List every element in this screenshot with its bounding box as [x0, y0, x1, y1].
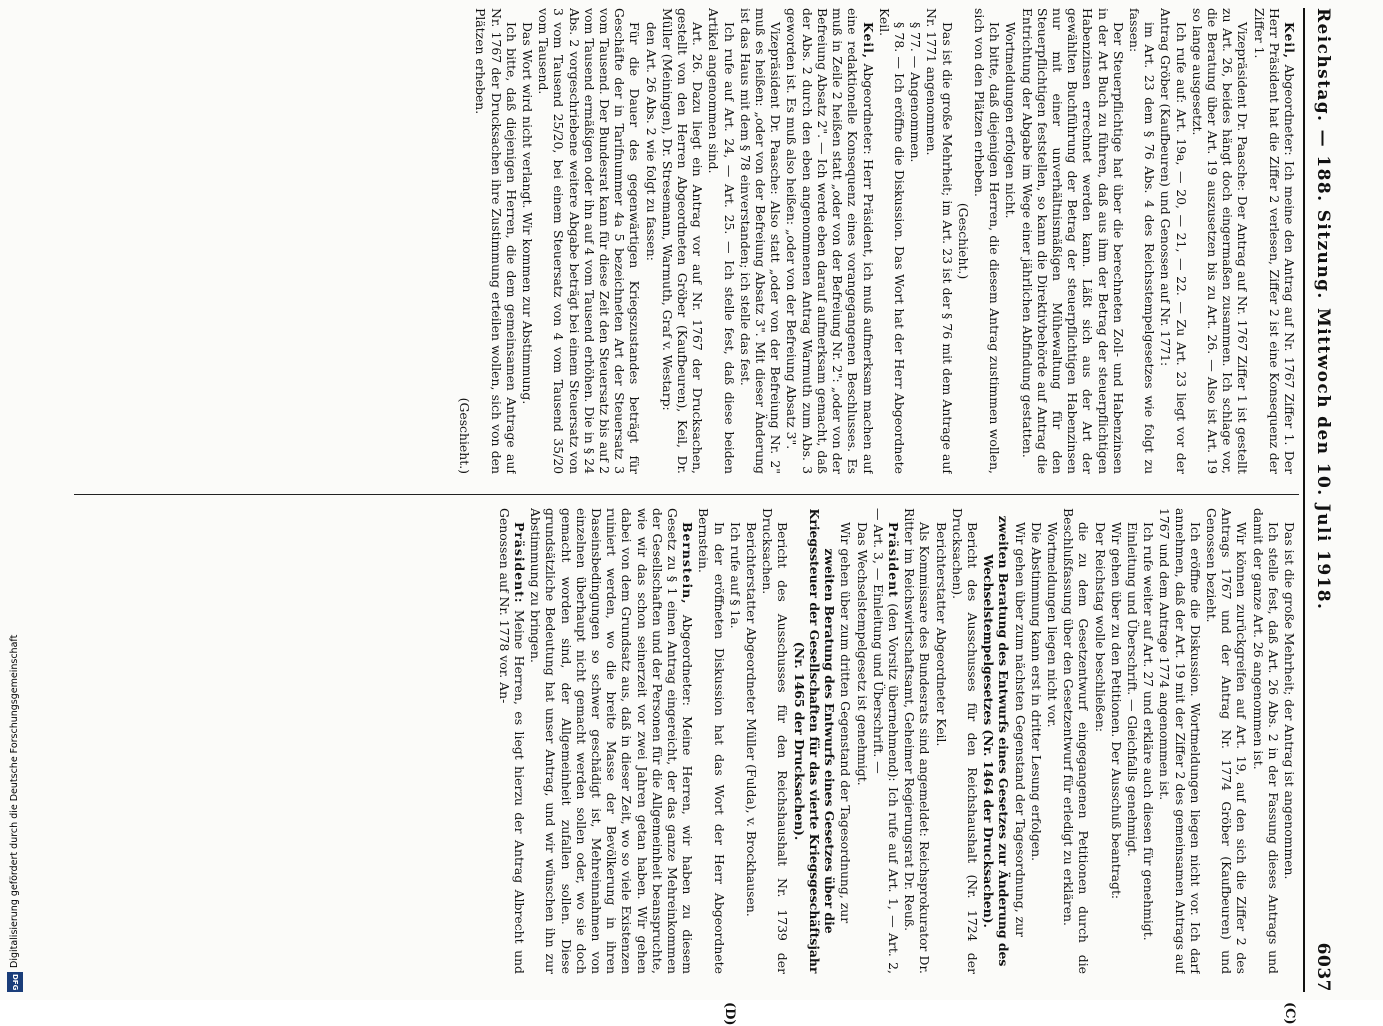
paragraph	[902, 508, 932, 974]
paragraph	[877, 8, 907, 474]
paragraph-text: Wir gehen über zum dritten Gegenstand der Tagesordnung, zur	[838, 522, 853, 923]
paragraph	[972, 8, 1002, 474]
paragraph	[1250, 508, 1280, 974]
paragraph	[497, 508, 527, 974]
paragraph-text: Ich stelle fest, daß Art. 26 Abs. 2 in der Fassung dieses Antrags und damit der ganze Art. 26 angenommen ist.	[1251, 508, 1281, 974]
column-divider	[74, 494, 1299, 495]
paragraph	[838, 508, 853, 974]
paragraph	[1029, 508, 1044, 974]
paragraph-text: Das Wechselstempelgesetz ist genehmigt.	[855, 522, 870, 786]
rotated-printed-page	[35, 8, 1335, 992]
paragraph	[1019, 8, 1125, 474]
paragraph	[1190, 8, 1251, 474]
paragraph-text: Ich eröffne die Diskussion. Wortmeldungen liegen nicht vor. Ich darf annehmen, daß der Art. 19 mit der Ziffer 2 des gemeinsamen Antrags auf 1767 und dem Antrage 1774 angenommen ist.	[1157, 508, 1202, 974]
paragraph-text: Abgeordneter: Ich meine den Antrag auf Nr. 1767 Ziffer 1. Der Herr Präsident hat die Ziffer 2 verlesen, Ziffer 2 ist eine Konsequenz der Ziffer 1.	[1252, 8, 1297, 474]
paragraph	[536, 8, 642, 474]
paragraph	[792, 508, 838, 974]
footer-credit: Digitalisierung gefördert durch die Deutsche Forschungsgemeinschaft	[9, 635, 20, 968]
paragraph-text: Der Reichstag wolle beschließen:	[1093, 522, 1108, 732]
paragraph-text: Abgeordneter: Herr Präsident, ich muß aufmerksam machen auf eine redaktionelle Konsequenz eines vorangegangenen Beschlusses. Es muß in Zeile 2 heißen statt „oder von der Befreiung Nr. 2": „oder von der Befreiung Absatz 2". — Ich werde eben darauf aufmerksam gemacht, daß der Abs. 2 durch den eben angenommenen Antrag Warmuth zum Abs. 3 geworden ist. Es muß also heißen: „oder von der Befreiung Absatz 3".	[785, 8, 876, 474]
paragraph	[643, 8, 658, 474]
paragraph	[696, 508, 726, 974]
speaker-name: Präsident:	[512, 522, 527, 603]
paragraph	[520, 8, 535, 474]
header-session-title: Reichstag. — 188. Sitzung.	[1313, 8, 1333, 300]
paragraph-text: Meine Herren, es liegt hierzu der Antrag Albrecht und Genossen auf Nr. 1778 vor. An-	[497, 508, 527, 974]
paragraph-text: Bericht des Ausschusses für den Reichshaushalt (Nr. 1724 der Drucksachen).	[950, 508, 980, 974]
margin-marker-d: (D)	[722, 1002, 737, 1026]
paragraph-text: Der Steuerpflichtige hat über die berechneten Zoll- und Habenzinsen in der Art Buch zu führen, daß aus ihm der Betrag der steuerpflichtigen Habenzinsen errechnet werden kann. Läßt sich aus der Art der gewählten Buchführung der Betrag der steuerpflichtigen Habenzinsen nur mit einer unverhältnismäßigen Mühewaltung für den Steuerpflichtigen feststellen, so kann die Direktivbehörde auf Antrag die Entrichtung der Abgabe im Wege einer jährlichen Abfindung gestatten.	[1020, 8, 1126, 474]
paragraph	[660, 8, 706, 474]
paragraph-text: Wortmeldungen liegen nicht vor.	[1045, 522, 1060, 728]
paragraph-text: Berichterstatter Abgeordneter Müller (Fulda), v. Brockhausen.	[744, 522, 759, 917]
text-column-left	[87, 8, 1297, 474]
paragraph-text: Als Kommissare des Bundesrats sind angemeldet: Reichsprokurator Dr. Ritter im Reichswirtschaftsamt, Geheimer Regierungsrat Dr. Reuß.	[902, 508, 932, 974]
paragraph-text: (Geschieht.)	[956, 203, 971, 279]
paragraph-text: Berichterstatter Abgeordneter Keil.	[934, 522, 949, 746]
paragraph-text: Das ist die große Mehrheit; im Art. 23 ist der § 76 mit dem Antrage auf Nr. 1771 angenommen.	[924, 8, 954, 474]
paragraph	[1127, 8, 1157, 474]
paragraph	[1204, 508, 1250, 974]
paragraph	[956, 8, 971, 474]
paragraph-text: im Art. 23 dem § 76 Abs. 4 des Reichsstempelgesetzes wie folgt zu fassen:	[1127, 8, 1157, 474]
speaker-name: Keil,	[1282, 22, 1297, 59]
paragraph	[784, 8, 875, 474]
text-column-right	[87, 508, 1297, 974]
paragraph-text: Die Abstimmung kann erst in dritter Lesung erfolgen.	[1029, 522, 1044, 861]
paragraph-text: Ich rufe auf § 1a.	[728, 522, 743, 629]
paragraph	[1109, 508, 1124, 974]
paragraph-text: Ich bitte, daß diejenigen Herren, die dem gemeinsamen Antrage auf Nr. 1767 der Drucksachen ihre Zustimmung erteilen wollen, sich von den Plätzen erheben.	[473, 8, 518, 474]
speaker-name: Bernstein,	[680, 522, 695, 605]
paragraph-text: den Art. 26 Abs. 2 wie folgt zu fassen:	[644, 22, 659, 261]
header-date: Mittwoch den 10. Juli 1918.	[1313, 308, 1333, 610]
paragraph-text: § 77. — Angenommen.	[908, 22, 923, 163]
paragraph	[738, 8, 784, 474]
paragraph-text: Wir gehen über zu den Petitionen. Der Ausschuß beantragt:	[1109, 522, 1124, 899]
paragraph	[760, 508, 790, 974]
paragraph-text: In der eröffneten Diskussion hat das Wort der Herr Abgeordnete Bernstein.	[696, 508, 726, 974]
paragraph	[744, 508, 759, 974]
paragraph	[981, 508, 1011, 974]
paragraph	[950, 508, 980, 974]
paragraph	[871, 508, 901, 974]
paragraph-text: Das Wort wird nicht verlangt. Wir kommen zur Abstimmung.	[520, 22, 535, 404]
dfg-logo: DFG	[7, 972, 23, 992]
paragraph-text: (den Vorsitz übernehmend): Ich rufe auf Art. 1, — Art. 2, — Art. 3, — Einleitung und Überschrift. —	[871, 508, 901, 974]
paragraph-text: Ich bitte, daß diejenigen Herren, die diesem Antrag zustimmen wollen, sich von den Plätzen erheben.	[972, 8, 1002, 474]
paragraph	[1061, 508, 1091, 974]
paragraph-text: zweiten Beratung des Entwurfs eines Gesetzes über die Kriegssteuer der Gesellschaften für das vierte Kriegsgeschäftsjahr (Nr. 1465 der Drucksachen).	[792, 509, 837, 974]
running-header	[1301, 8, 1335, 992]
paragraph	[1045, 508, 1060, 974]
paragraph-text: Vizepräsident Dr. Paasche: Der Antrag auf Nr. 1767 Ziffer 1 ist gestellt zu Art. 26, beides hängt doch eingermaßen zusammen. Ich schlage vor, die Beratung über Art. 19 auszusetzen bis zu Art. 26. — Also ist Art. 19 so lange ausgesetzt.	[1190, 8, 1251, 474]
header-page-number: 6037	[1313, 943, 1333, 992]
paragraph-text: Art. 26. Dazu liegt ein Antrag vor auf Nr. 1767 der Drucksachen, gestellt von den Herren Abgeordneten Gröber (Kaufbeuren), Keil, Dr. Müller (Meiningen), Dr. Stresemann, Warmuth, Graf v. Westarp:	[660, 8, 705, 474]
paragraph-text: (Geschieht.)	[457, 398, 472, 474]
paragraph	[1282, 508, 1297, 974]
paragraph	[933, 508, 948, 974]
margin-marker-b	[722, 0, 737, 1]
paragraph-text: Für die Dauer des gegenwärtigen Kriegszustandes beträgt für Geschäfte der in Tarifnummer 4a 5 bezeichneten Art der Steuersatz 3 vom Tausend. Der Bundesrat kann für diese Zeit den Steuersatz bis auf 2 vom Tausend ermäßigen oder ihn auf 4 vom Tausend erhöhen. Die in § 24 Abs. 2 vorgeschriebene weitere Abgabe beträgt bei einem Steuersatz von 3 vom Tausend 25/20, bei einem Steuersatz von 4 vom Tausend 35/20 vom Tausend.	[536, 8, 642, 474]
paragraph-text: § 78. — Ich eröffne die Diskussion. Das Wort hat der Herr Abgeordnete Keil.	[877, 8, 907, 474]
paragraph	[528, 508, 695, 974]
paragraph	[728, 508, 743, 974]
paragraph	[1251, 8, 1297, 474]
paragraph	[854, 508, 869, 974]
speaker-name: Präsident	[886, 522, 901, 598]
paragraph-text: Das ist die große Mehrheit; der Antrag ist angenommen.	[1282, 522, 1297, 879]
paragraph	[706, 8, 736, 474]
paragraph-text: Einleitung und Überschrift. — Gleichfalls genehmigt.	[1125, 522, 1140, 857]
paragraph	[1092, 508, 1107, 974]
paragraph	[1141, 508, 1156, 974]
paragraph-text: Ich rufe auf: Art. 19a, — 20, — 21, — 22. — Zu Art. 23 liegt vor der Antrag Gröber (Kaufbeuren) und Genossen auf Nr. 1771:	[1158, 8, 1188, 474]
speaker-name: Keil,	[861, 22, 876, 59]
paragraph-text: Ich rufe auf Art. 24, — Art. 25. — Ich stelle fest, daß diese beiden Artikel angenommen sind.	[706, 8, 736, 474]
paragraph-text: Vizepräsident Dr. Paasche: Also statt „oder von der Befreiung Nr. 2" muß es heißen: „oder von der Befreiung Absatz 3". Mit dieser Änderung ist das Haus mit dem § 78 einverstanden; ich stelle das fest.	[738, 8, 783, 474]
paragraph	[908, 8, 923, 474]
paragraph	[1012, 508, 1027, 974]
paragraph	[1003, 8, 1018, 474]
paragraph	[473, 8, 519, 474]
paragraph-text: Ich rufe weiter auf Art. 27 und erkläre auch diesen für genehmigt.	[1141, 522, 1156, 941]
paragraph-text: zweiten Beratung des Entwurfs eines Gesetzes zur Änderung des Wechselstempelgesetzes (Nr. 1464 der Drucksachen).	[981, 516, 1011, 967]
paragraph-text: Wir gehen über zum nächsten Gegenstand der Tagesordnung, zur	[1013, 522, 1028, 937]
paragraph-text: Abgeordneter: Meine Herren, wir haben zu diesem Gesetz zu § 1 einen Antrag eingereicht, der das ganze Mehreinkommen der Gesellschaften und der Personen für die Allgemeinheit beanspruchte, wie wir das schon seinerzeit vor zwei Jahren getan haben. Wir gehen dabei von dem Grundsatz aus, daß in dieser Zeit, wo so viele Existenzen ruiniert werden, wo die breite Masse der Bevölkerung in ihren Daseinsbedingungen so schwer geschädigt ist, Mehreinnahmen von einzelnen überhaupt nicht gemacht werden sollen oder, wo sie doch gemacht worden sind, der Allgemeinheit zufallen sollen. Diese grundsätzliche Bedeutung hat unser Antrag, und wir wünschen ihn zur Abstimmung zu bringen.	[528, 508, 695, 974]
margin-marker-c: (C)	[1282, 1002, 1297, 1025]
paragraph	[924, 8, 954, 474]
paragraph	[1125, 508, 1140, 974]
paragraph-text: Wortmeldungen erfolgen nicht.	[1003, 22, 1018, 219]
digitization-footer	[6, 2, 24, 994]
paragraph	[1158, 8, 1188, 474]
paragraph-text: Wir können zurückgreifen auf Art. 19, auf den sich die Ziffer 2 des Antrags 1767 und der Antrag Nr. 1774 Gröber (Kaufbeuren) und Genossen bezieht.	[1204, 508, 1249, 974]
header-rule	[1303, 8, 1305, 992]
paragraph	[1157, 508, 1203, 974]
paragraph-text: die zu dem Gesetzentwurf eingegangenen Petitionen durch die Beschlußfassung über den Gesetzentwurf für erledigt zu erklären.	[1061, 508, 1091, 974]
paragraph	[457, 8, 472, 474]
paragraph-text: Bericht des Ausschusses für den Reichshaushalt Nr. 1739 der Drucksachen.	[760, 508, 790, 974]
